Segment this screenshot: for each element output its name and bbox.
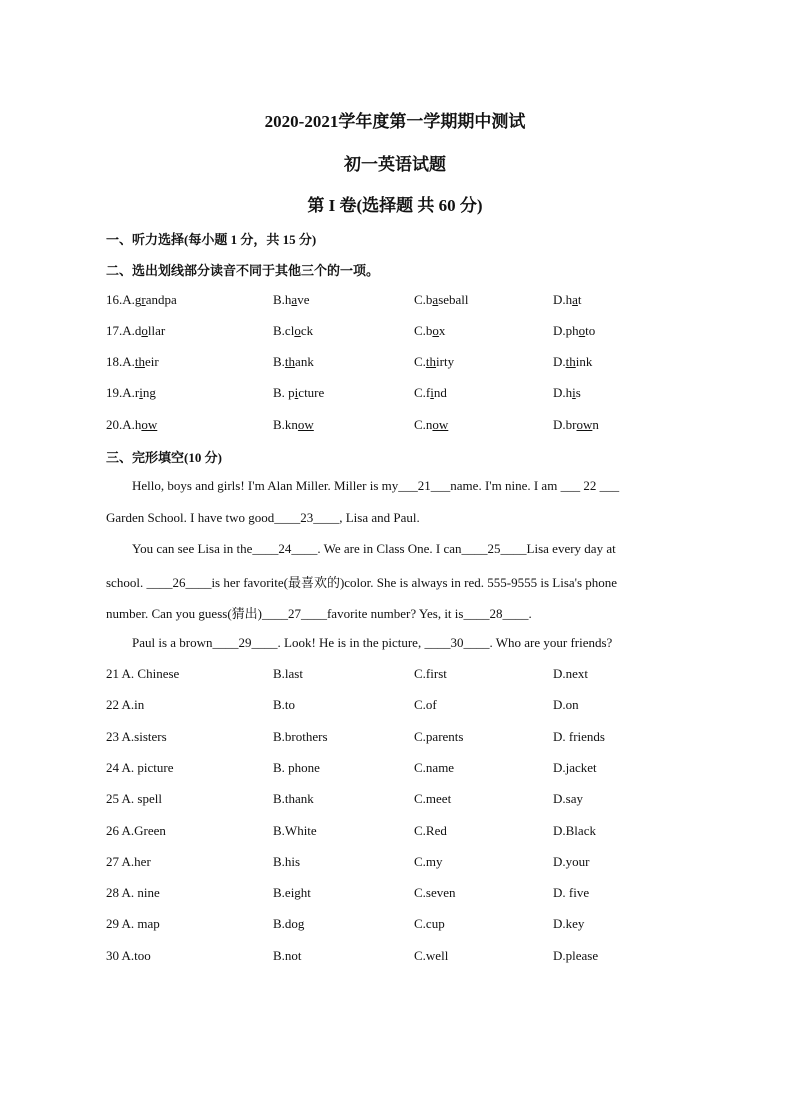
option-b[interactable]: B.thank bbox=[273, 791, 314, 806]
option-d[interactable] bbox=[553, 323, 595, 339]
underlined-letters: ow bbox=[141, 417, 158, 432]
phonics-question-row bbox=[106, 417, 706, 437]
option-c[interactable]: C.Red bbox=[414, 823, 447, 838]
underlined-letters: o bbox=[432, 323, 439, 338]
phonics-question-row bbox=[106, 385, 706, 405]
option-c[interactable] bbox=[414, 323, 445, 339]
option-text: B.cl bbox=[273, 323, 295, 338]
underlined-letters: th bbox=[425, 354, 437, 369]
phonics-question-row bbox=[106, 292, 706, 312]
option-a[interactable] bbox=[106, 323, 165, 339]
option-a[interactable] bbox=[106, 385, 156, 401]
option-text: B. bbox=[273, 354, 285, 369]
option-a[interactable]: 28 A. nine bbox=[106, 885, 160, 900]
passage-line: number. Can you guess(猜出)____27____favorite number? Yes, it is____28____. bbox=[106, 606, 532, 621]
underlined-letters: ow bbox=[297, 417, 314, 432]
underlined-letters: a bbox=[572, 292, 578, 307]
option-b[interactable] bbox=[273, 292, 309, 308]
option-b[interactable]: B.his bbox=[273, 854, 301, 869]
option-text: t bbox=[577, 292, 582, 307]
underlined-letters: th bbox=[565, 354, 576, 369]
option-d[interactable]: D.jacket bbox=[553, 760, 597, 775]
option-text: B.kn bbox=[273, 417, 298, 432]
option-text: 17.A.d bbox=[106, 323, 142, 338]
option-c[interactable] bbox=[414, 417, 448, 433]
section-phonics: 二、选出划线部分读音不同于其他三个的一项。 bbox=[106, 263, 380, 278]
option-c[interactable]: C.name bbox=[414, 760, 455, 775]
option-b[interactable]: B.to bbox=[273, 697, 296, 712]
cloze-question-row bbox=[106, 823, 706, 843]
cloze-question-row bbox=[106, 916, 706, 936]
cloze-question-row bbox=[106, 791, 706, 811]
option-c[interactable]: C.well bbox=[414, 948, 449, 963]
option-text: to bbox=[585, 323, 596, 338]
option-d[interactable] bbox=[553, 292, 582, 308]
cloze-question-row bbox=[106, 729, 706, 749]
option-b[interactable]: B.dog bbox=[273, 916, 305, 931]
option-a[interactable] bbox=[106, 354, 159, 370]
option-text: C.n bbox=[414, 417, 433, 432]
option-text: D.ph bbox=[553, 323, 579, 338]
option-text: ink bbox=[575, 354, 593, 369]
option-text: s bbox=[575, 385, 581, 400]
option-text: ve bbox=[297, 292, 310, 307]
option-d[interactable] bbox=[553, 385, 581, 401]
cloze-question-row bbox=[106, 760, 706, 780]
option-text: 16.A.g bbox=[106, 292, 142, 307]
option-b[interactable]: B. phone bbox=[273, 760, 320, 775]
option-d[interactable]: D. friends bbox=[553, 729, 605, 744]
underlined-letters: r bbox=[141, 292, 146, 307]
option-text: 19.A.r bbox=[106, 385, 140, 400]
exam-title: 2020-2021学年度第一学期期中测试 bbox=[264, 112, 526, 131]
passage-line: Garden School. I have two good____23____, Lisa and Paul. bbox=[106, 510, 420, 525]
option-d[interactable] bbox=[553, 417, 599, 433]
option-text: D.h bbox=[553, 292, 573, 307]
underlined-letters: o bbox=[141, 323, 148, 338]
option-a[interactable]: 23 A.sisters bbox=[106, 729, 167, 744]
option-text: nd bbox=[433, 385, 447, 400]
option-text: x bbox=[438, 323, 446, 338]
passage-line: You can see Lisa in the____24____. We are in Class One. I can____25____Lisa every day at bbox=[132, 541, 616, 556]
passage-line: Paul is a brown____29____. Look! He is in the picture, ____30____. Who are your friends? bbox=[132, 635, 613, 650]
option-text: 20.A.h bbox=[106, 417, 142, 432]
underlined-letters: i bbox=[430, 385, 434, 400]
option-c[interactable]: C.meet bbox=[414, 791, 452, 806]
option-text: D. bbox=[553, 354, 566, 369]
option-text: seball bbox=[438, 292, 469, 307]
passage-line: school. ____26____is her favorite(最喜欢的)color. She is always in red. 555-9555 is Lisa's phone bbox=[106, 575, 618, 590]
option-c[interactable]: C.seven bbox=[414, 885, 456, 900]
underlined-letters: i bbox=[294, 385, 299, 400]
option-b[interactable]: B.brothers bbox=[273, 729, 328, 744]
option-b[interactable] bbox=[273, 385, 324, 401]
option-text: C. bbox=[414, 354, 426, 369]
option-text: C.b bbox=[414, 323, 433, 338]
section-cloze: 三、完形填空(10 分) bbox=[106, 450, 222, 465]
option-text: irty bbox=[436, 354, 455, 369]
option-text: D.br bbox=[553, 417, 577, 432]
underlined-letters: ow bbox=[576, 417, 593, 432]
option-a[interactable]: 25 A. spell bbox=[106, 791, 162, 806]
option-d[interactable]: D. five bbox=[553, 885, 590, 900]
option-c[interactable] bbox=[414, 385, 447, 401]
option-d[interactable]: D.say bbox=[553, 791, 583, 806]
option-d[interactable]: D.your bbox=[553, 854, 590, 869]
option-text: B.h bbox=[273, 292, 292, 307]
underlined-letters: th bbox=[134, 354, 146, 369]
option-c[interactable]: C.my bbox=[414, 854, 443, 869]
option-text: B. p bbox=[273, 385, 295, 400]
option-c[interactable]: C.of bbox=[414, 697, 437, 712]
option-text: eir bbox=[145, 354, 159, 369]
passage-line: Hello, boys and girls! I'm Alan Miller. Miller is my___21___name. I'm nine. I am ___ 22 ___ bbox=[132, 478, 620, 493]
option-c[interactable]: C.parents bbox=[414, 729, 464, 744]
option-b[interactable]: B.eight bbox=[273, 885, 311, 900]
underlined-letters: i bbox=[139, 385, 143, 400]
option-text: llar bbox=[147, 323, 166, 338]
option-a[interactable]: 26 A.Green bbox=[106, 823, 166, 838]
option-b[interactable]: B.not bbox=[273, 948, 302, 963]
option-a[interactable]: 30 A.too bbox=[106, 948, 151, 963]
option-d[interactable]: D.please bbox=[553, 948, 599, 963]
exam-subtitle: 初一英语试题 bbox=[344, 155, 446, 174]
option-d[interactable]: D.key bbox=[553, 916, 585, 931]
option-b[interactable] bbox=[273, 417, 314, 433]
phonics-question-row bbox=[106, 323, 706, 343]
option-b[interactable]: B.last bbox=[273, 666, 303, 681]
option-a[interactable]: 22 A.in bbox=[106, 697, 145, 712]
option-a[interactable] bbox=[106, 417, 157, 433]
cloze-question-row bbox=[106, 885, 706, 905]
underlined-letters: o bbox=[294, 323, 301, 338]
option-text: C.f bbox=[414, 385, 431, 400]
part-title: 第 I 卷(选择题 共 60 分) bbox=[307, 196, 483, 215]
option-d[interactable]: D.Black bbox=[553, 823, 596, 838]
cloze-question-row bbox=[106, 948, 706, 968]
option-text: ank bbox=[295, 354, 314, 369]
option-c[interactable] bbox=[414, 292, 469, 308]
option-b[interactable] bbox=[273, 354, 314, 370]
option-text: ng bbox=[142, 385, 156, 400]
cloze-question-row bbox=[106, 666, 706, 686]
option-a[interactable]: 29 A. map bbox=[106, 916, 160, 931]
phonics-question-row bbox=[106, 354, 706, 374]
option-d[interactable] bbox=[553, 354, 592, 370]
underlined-letters: a bbox=[291, 292, 298, 307]
option-c[interactable] bbox=[414, 354, 454, 370]
option-text: 18.A. bbox=[106, 354, 135, 369]
option-d[interactable]: D.on bbox=[553, 697, 579, 712]
underlined-letters: th bbox=[284, 354, 296, 369]
underlined-letters: i bbox=[572, 385, 576, 400]
option-c[interactable]: C.cup bbox=[414, 916, 445, 931]
cloze-question-row bbox=[106, 854, 706, 874]
option-b[interactable]: B.White bbox=[273, 823, 317, 838]
option-text: andpa bbox=[145, 292, 177, 307]
option-d[interactable]: D.next bbox=[553, 666, 589, 681]
option-a[interactable]: 27 A.her bbox=[106, 854, 151, 869]
option-text: n bbox=[592, 417, 599, 432]
option-text: cture bbox=[298, 385, 325, 400]
underlined-letters: ow bbox=[432, 417, 449, 432]
option-text: C.b bbox=[414, 292, 433, 307]
option-text: D.h bbox=[553, 385, 573, 400]
cloze-question-row bbox=[106, 697, 706, 717]
option-a[interactable]: 21 A. Chinese bbox=[106, 666, 180, 681]
option-a[interactable]: 24 A. picture bbox=[106, 760, 174, 775]
option-b[interactable] bbox=[273, 323, 313, 339]
underlined-letters: o bbox=[578, 323, 586, 338]
option-c[interactable]: C.first bbox=[414, 666, 447, 681]
underlined-letters: a bbox=[432, 292, 439, 307]
section-listening: 一、听力选择(每小题 1 分，共 15 分) bbox=[106, 232, 317, 247]
option-a[interactable] bbox=[106, 292, 177, 308]
option-text: ck bbox=[300, 323, 314, 338]
